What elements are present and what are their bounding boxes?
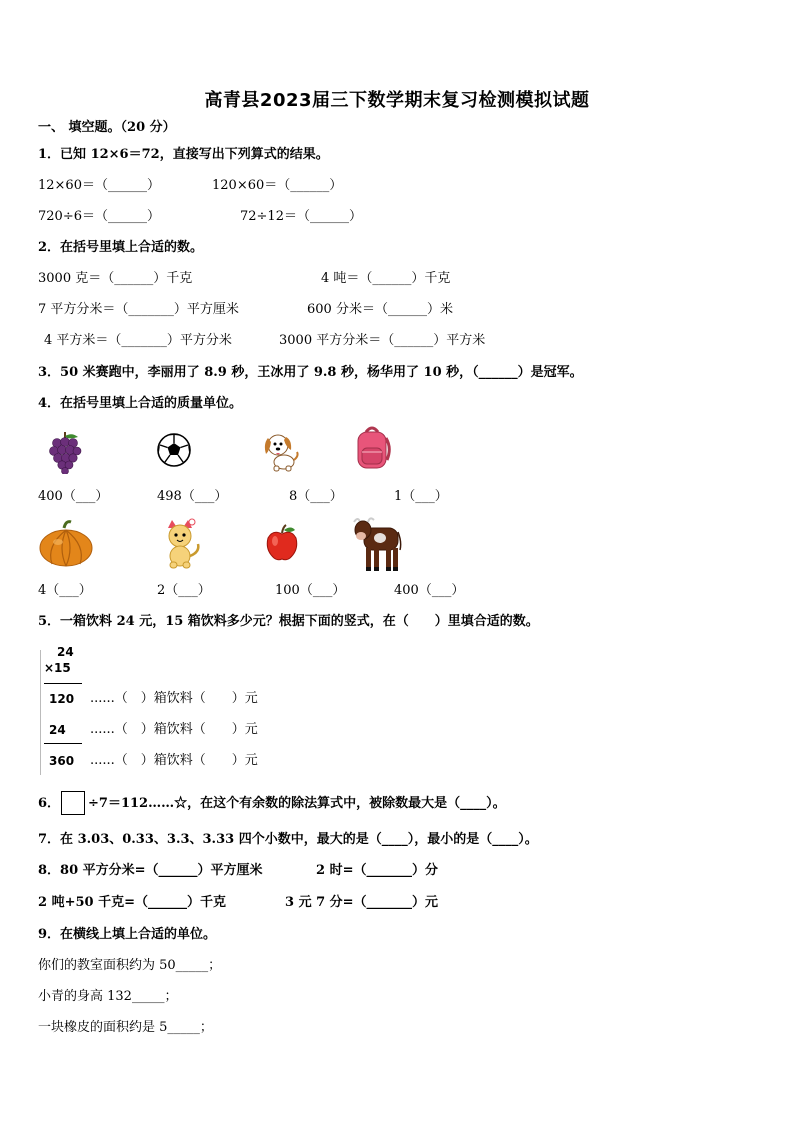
q1-item-3: 720÷6＝（______）: [38, 209, 160, 224]
cow-icon: [350, 514, 402, 574]
question-5-stem: 5．一箱饮料 24 元，15 箱饮料多少元？根据下面的竖式，在（ ）里填合适的数。: [38, 614, 539, 629]
q1-item-4: 72÷12＝（______）: [240, 209, 362, 224]
q4-label-grapes: 400（___）: [38, 489, 109, 504]
question-2-stem: 2．在括号里填上合适的数。: [38, 240, 204, 255]
soccer-ball-icon: [156, 432, 192, 468]
q4-label-kitten: 2（___）: [157, 583, 211, 598]
kitten-icon: [158, 518, 202, 570]
question-6-text: ÷7＝112……☆，在这个有余数的除法算式中，被除数最大是（____）。: [88, 796, 506, 811]
question-7-stem: 7．在 3.03、0.33、3.3、3.33 四个小数中，最大的是（____），最小的是（____）。: [38, 832, 538, 847]
question-9-stem: 9．在横线上填上合适的单位。: [38, 927, 217, 942]
q2-item-5: 4 平方米＝（_______）平方分米: [44, 333, 232, 348]
partial-product-2-text: ......（ ）箱饮料（ ）元: [90, 722, 258, 737]
q8-item-3: 2 吨+50 千克=（______）千克: [38, 895, 226, 910]
q1-item-1: 12×60＝（______）: [38, 178, 160, 193]
partial-product-1-text: ......（ ）箱饮料（ ）元: [90, 691, 258, 706]
calc-line-1: [44, 683, 82, 684]
question-4-stem: 4．在括号里填上合适的质量单位。: [38, 396, 243, 411]
puppy-icon: [262, 430, 300, 472]
q2-item-4: 600 分米＝（______）米: [307, 302, 453, 317]
partial-product-2: 24: [49, 723, 66, 737]
calc-line-2: [44, 743, 82, 744]
answer-box: [61, 791, 85, 815]
q2-item-6: 3000 平方分米＝（______）平方米: [279, 333, 486, 348]
q9-item-3: 一块橡皮的面积约是 5_____；: [38, 1020, 213, 1035]
q4-label-ball: 498（___）: [157, 489, 228, 504]
grapes-icon: [48, 430, 82, 474]
q4-label-cow: 400（___）: [394, 583, 465, 598]
page-title: 高青县2023届三下数学期末复习检测模拟试题: [204, 90, 590, 111]
section-heading: 一、 填空题。（20 分）: [38, 120, 176, 135]
vertical-calc-top: 24: [57, 645, 74, 659]
question-3-stem: 3．50 米赛跑中，李丽用了 8.9 秒，王冰用了 9.8 秒，杨华用了 10 秒，（______）是冠军。: [38, 365, 583, 380]
partial-product-1: 120: [49, 692, 75, 706]
question-1-stem: 1．已知 12×6＝72，直接写出下列算式的结果。: [38, 147, 329, 162]
q8-item-2: 2 时=（_______）分: [316, 863, 438, 878]
product-result-text: ......（ ）箱饮料（ ）元: [90, 753, 258, 768]
apple-icon: [265, 524, 299, 562]
q2-item-2: 4 吨＝（______）千克: [321, 271, 451, 286]
q4-label-puppy: 8（___）: [289, 489, 343, 504]
product-result: 360: [49, 754, 75, 768]
question-6-number: 6．: [38, 796, 61, 811]
margin-mark: [40, 650, 41, 775]
q2-item-1: 3000 克＝（______）千克: [38, 271, 193, 286]
q8-item-1: 8．80 平方分米=（______）平方厘米: [38, 863, 263, 878]
q4-label-backpack: 1（___）: [394, 489, 448, 504]
backpack-icon: [352, 424, 392, 472]
q8-item-4: 3 元 7 分=（_______）元: [285, 895, 439, 910]
q1-item-2: 120×60＝（______）: [212, 178, 343, 193]
q9-item-1: 你们的教室面积约为 50_____；: [38, 958, 222, 973]
q4-label-apple: 100（___）: [275, 583, 346, 598]
pumpkin-icon: [38, 518, 94, 568]
q2-item-3: 7 平方分米＝（_______）平方厘米: [38, 302, 239, 317]
q9-item-2: 小青的身高 132_____；: [38, 989, 178, 1004]
vertical-calc-multiplier: ×15: [44, 661, 71, 675]
q4-label-pumpkin: 4（___）: [38, 583, 92, 598]
